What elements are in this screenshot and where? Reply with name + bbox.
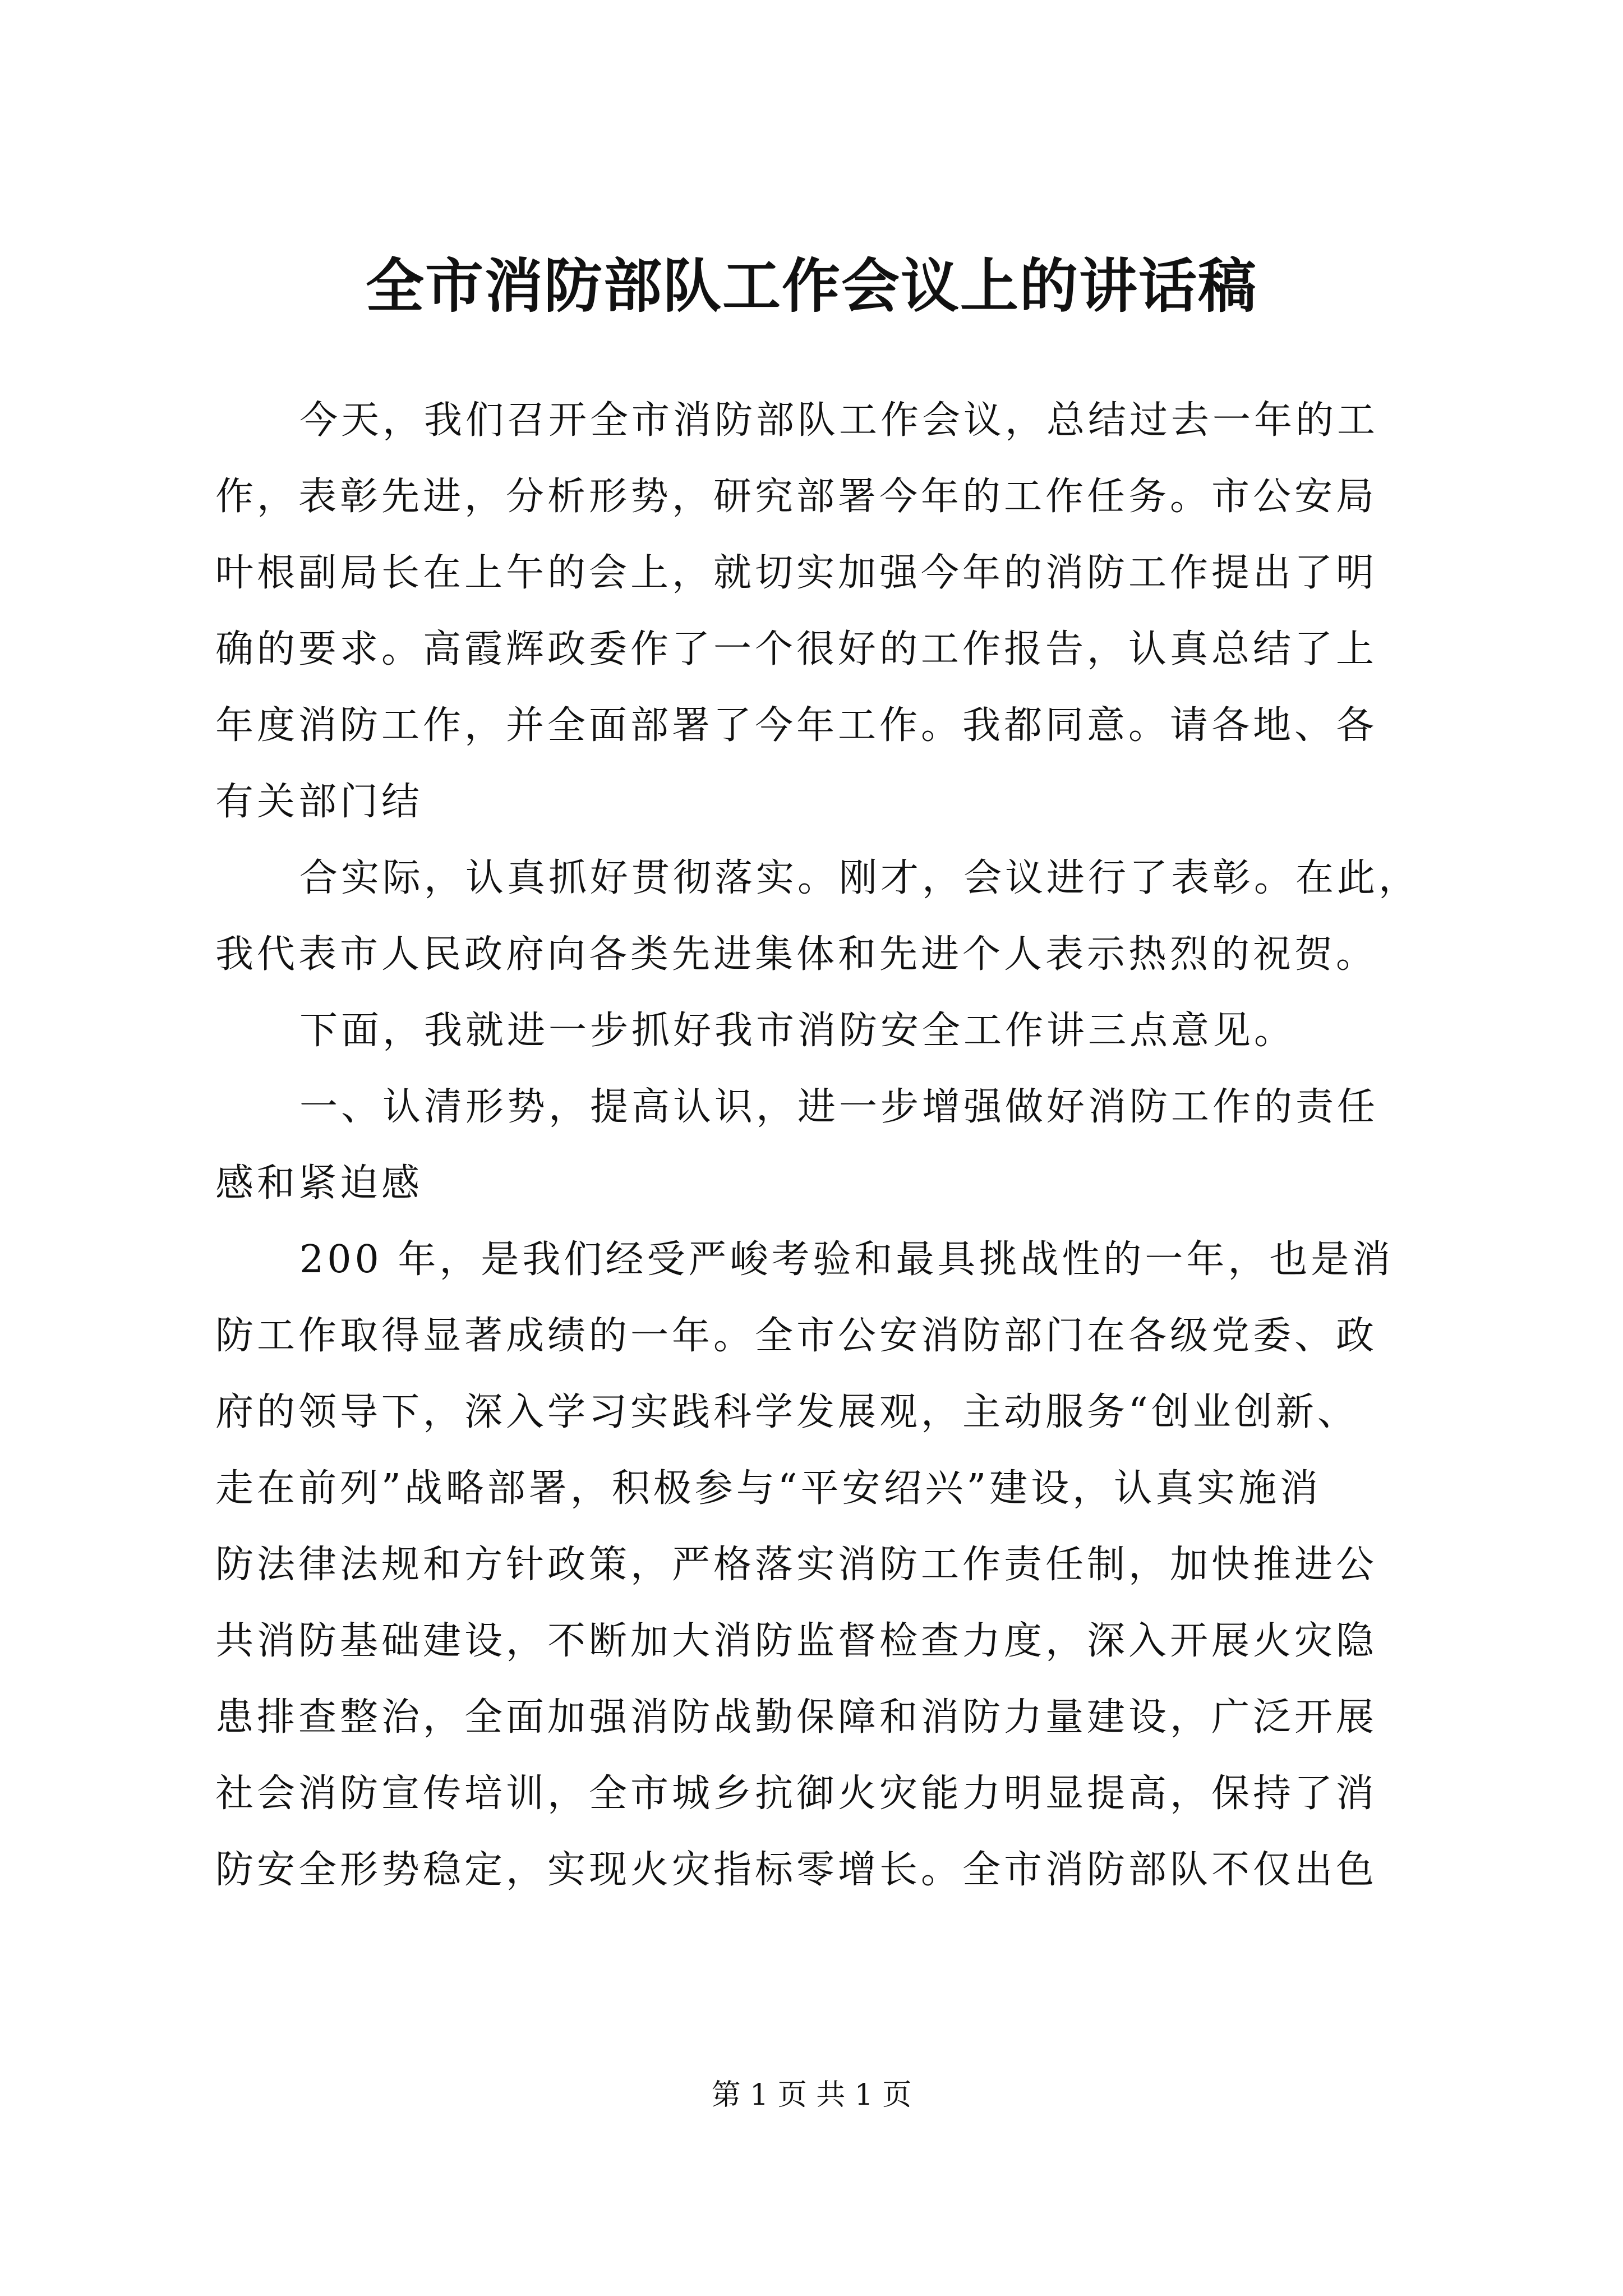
- text-line: 走在前列”战略部署，积极参与“平安绍兴”建设，认真实施消: [215, 1466, 1322, 1511]
- text-line: 我代表市人民政府向各类先进集体和先进个人表示热烈的祝贺。: [215, 932, 1378, 977]
- text-line: 确的要求。高霞辉政委作了一个很好的工作报告，认真总结了上: [215, 627, 1378, 671]
- text-line: 防法律法规和方针政策，严格落实消防工作责任制，加快推进公: [215, 1543, 1378, 1587]
- text-line: 防工作取得显著成绩的一年。全市公安消防部门在各级党委、政: [215, 1314, 1378, 1358]
- section-heading-continued: 感和紧迫感: [215, 1161, 423, 1205]
- page-number: 第 1 页 共 1 页: [711, 2078, 912, 2112]
- document-title: 全市消防部队工作会议上的讲话稿: [365, 251, 1257, 320]
- text-line: 作，表彰先进，分析形势，研究部署今年的工作任务。市公安局: [215, 475, 1378, 519]
- text-line: 患排查整治，全面加强消防战勤保障和消防力量建设，广泛开展: [215, 1695, 1378, 1740]
- text-line: 府的领导下，深入学习实践科学发展观，主动服务“创业创新、: [215, 1390, 1359, 1434]
- text-line: 年度消防工作，并全面部署了今年工作。我都同意。请各地、各: [215, 703, 1378, 748]
- text-line: 今天，我们召开全市消防部队工作会议，总结过去一年的工: [299, 398, 1379, 443]
- text-line: 合实际，认真抓好贯彻落实。刚才，会议进行了表彰。在此，: [299, 856, 1421, 900]
- text-line: 防安全形势稳定，实现火灾指标零增长。全市消防部队不仅出色: [215, 1848, 1378, 1892]
- section-heading: 一、认清形势，提高认识，进一步增强做好消防工作的责任: [299, 1085, 1379, 1129]
- text-line: 叶根副局长在上午的会上，就切实加强今年的消防工作提出了明: [215, 551, 1378, 595]
- text-line: 200 年，是我们经受严峻考验和最具挑战性的一年，也是消: [299, 1237, 1394, 1282]
- text-line: 下面，我就进一步抓好我市消防安全工作讲三点意见。: [299, 1009, 1296, 1053]
- document-body: [215, 383, 1421, 1908]
- text-line: 共消防基础建设，不断加大消防监督检查力度，深入开展火灾隐: [215, 1619, 1378, 1663]
- text-line: 社会消防宣传培训，全市城乡抗御火灾能力明显提高，保持了消: [215, 1772, 1378, 1816]
- text-line: 有关部门结: [215, 780, 423, 824]
